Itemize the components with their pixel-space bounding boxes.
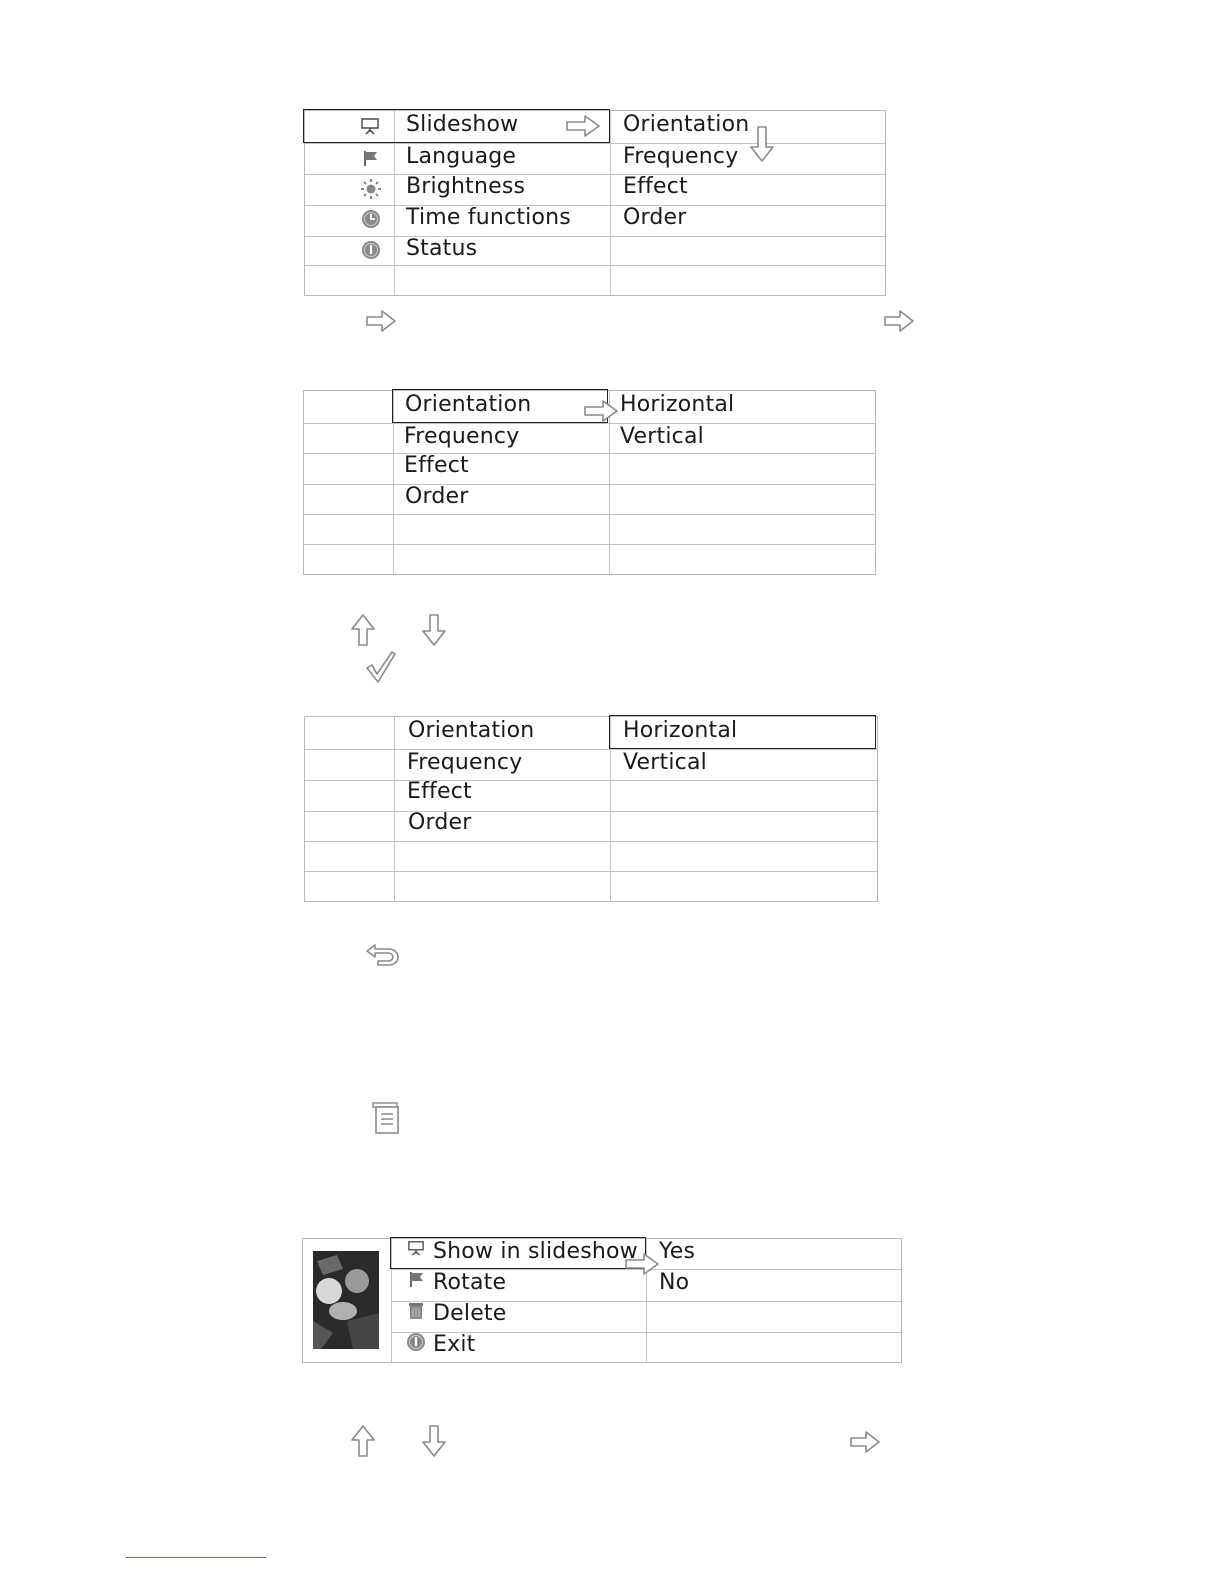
menu-icon [372,1102,400,1134]
footnote-divider [126,1557,266,1558]
menu-item-exit[interactable]: Exit [433,1332,476,1357]
menu-item-show-in-slideshow[interactable]: Show in slideshow [433,1239,638,1264]
slideshow-icon [360,117,380,135]
arrow-right-icon [883,309,915,333]
arrow-up-icon [350,613,376,647]
clock-icon [361,209,381,229]
arrow-right-icon [565,114,601,138]
slideshow-icon [407,1240,425,1256]
trash-icon [407,1302,425,1320]
menu-item-frequency[interactable]: Frequency [404,424,520,449]
arrow-right-icon [365,309,397,333]
option-horizontal[interactable]: Horizontal [623,718,738,743]
option-vertical[interactable]: Vertical [620,424,704,449]
back-icon [364,942,400,968]
submenu-item-effect[interactable]: Effect [623,174,688,199]
menu-item-orientation[interactable]: Orientation [408,718,535,743]
menu-item-delete[interactable]: Delete [433,1301,507,1326]
arrow-right-icon [583,399,619,423]
submenu-item-frequency[interactable]: Frequency [623,144,739,169]
arrow-down-icon [749,125,775,163]
option-horizontal[interactable]: Horizontal [620,392,735,417]
menu-item-language[interactable]: Language [406,144,517,169]
arrow-down-icon [421,613,447,647]
option-vertical[interactable]: Vertical [623,750,707,775]
menu-item-slideshow[interactable]: Slideshow [406,112,519,137]
option-yes[interactable]: Yes [659,1239,696,1264]
submenu-item-order[interactable]: Order [623,205,687,230]
flag-icon [408,1270,426,1288]
submenu-item-orientation[interactable]: Orientation [623,112,750,137]
info-icon [361,240,381,260]
menu-item-effect[interactable]: Effect [404,453,469,478]
menu-item-brightness[interactable]: Brightness [406,174,526,199]
checkmark-icon [365,650,397,684]
arrow-down-icon [421,1424,447,1458]
photo-thumbnail [313,1251,379,1349]
menu-item-status[interactable]: Status [406,236,478,261]
brightness-icon [360,178,382,200]
menu-item-order[interactable]: Order [408,810,472,835]
flag-icon [362,149,380,167]
menu-item-orientation[interactable]: Orientation [405,392,532,417]
info-icon [406,1332,426,1352]
option-no[interactable]: No [659,1270,690,1295]
menu-item-frequency[interactable]: Frequency [407,750,523,775]
menu-item-rotate[interactable]: Rotate [433,1270,507,1295]
arrow-right-icon [849,1430,881,1454]
arrow-right-icon [624,1252,660,1276]
menu-item-time-functions[interactable]: Time functions [406,205,571,230]
menu-item-order[interactable]: Order [405,484,469,509]
arrow-up-icon [350,1424,376,1458]
menu-item-effect[interactable]: Effect [407,779,472,804]
